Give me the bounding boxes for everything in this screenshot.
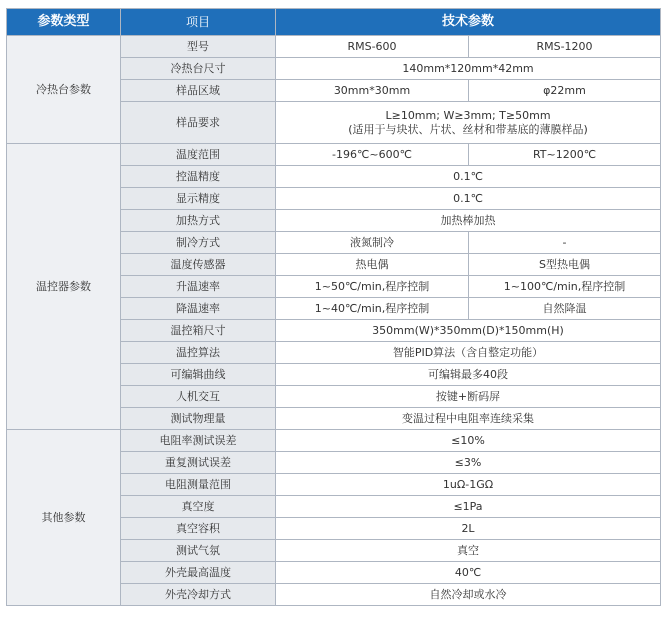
row-value: 40℃ <box>276 562 661 584</box>
row-value: 2L <box>276 518 661 540</box>
row-item: 样品区域 <box>121 80 276 102</box>
row-item: 外壳冷却方式 <box>121 584 276 606</box>
row-value: 自然降温 <box>469 298 661 320</box>
spec-table <box>6 8 661 606</box>
row-value: 1~40℃/min,程序控制 <box>276 298 469 320</box>
row-item: 电阻率测试误差 <box>121 430 276 452</box>
row-value: 0.1℃ <box>276 166 661 188</box>
row-item: 温控算法 <box>121 342 276 364</box>
row-value: 液氮制冷 <box>276 232 469 254</box>
table-row <box>7 144 661 166</box>
row-value: - <box>469 232 661 254</box>
header-tech-params: 技术参数 <box>276 9 661 36</box>
row-item: 温控箱尺寸 <box>121 320 276 342</box>
row-item: 制冷方式 <box>121 232 276 254</box>
row-item: 样品要求 <box>121 102 276 144</box>
row-value: -196℃~600℃ <box>276 144 469 166</box>
row-item: 真空容积 <box>121 518 276 540</box>
row-value: 1~50℃/min,程序控制 <box>276 276 469 298</box>
row-item: 温度范围 <box>121 144 276 166</box>
row-value: 可编辑最多40段 <box>276 364 661 386</box>
row-item: 测试气氛 <box>121 540 276 562</box>
row-item: 人机交互 <box>121 386 276 408</box>
row-value: 热电偶 <box>276 254 469 276</box>
row-item: 电阻测量范围 <box>121 474 276 496</box>
sample-req-line2: (适用于与块状、片状、丝材和带基底的薄膜样品) <box>348 122 588 136</box>
row-value: S型热电偶 <box>469 254 661 276</box>
row-value: RMS-1200 <box>469 36 661 58</box>
row-value: φ22mm <box>469 80 661 102</box>
row-item: 测试物理量 <box>121 408 276 430</box>
row-value: 140mm*120mm*42mm <box>276 58 661 80</box>
row-item: 升温速率 <box>121 276 276 298</box>
header-row <box>7 9 661 36</box>
row-item: 控温精度 <box>121 166 276 188</box>
table-row <box>7 430 661 452</box>
spec-table-container <box>6 8 660 606</box>
row-value <box>276 102 661 144</box>
row-value: RT~1200℃ <box>469 144 661 166</box>
row-item: 显示精度 <box>121 188 276 210</box>
row-value: 0.1℃ <box>276 188 661 210</box>
sample-req-line1: L≥10mm; W≥3mm; T≥50mm <box>385 108 551 122</box>
row-value: ≤10% <box>276 430 661 452</box>
row-value: 1uΩ-1GΩ <box>276 474 661 496</box>
header-param-type: 参数类型 <box>7 9 121 36</box>
row-item: 降温速率 <box>121 298 276 320</box>
section-name: 其他参数 <box>7 430 121 606</box>
row-value: 按键+断码屏 <box>276 386 661 408</box>
section-name: 温控器参数 <box>7 144 121 430</box>
row-value: 30mm*30mm <box>276 80 469 102</box>
row-value: 真空 <box>276 540 661 562</box>
row-value: ≤3% <box>276 452 661 474</box>
row-item: 真空度 <box>121 496 276 518</box>
section-name: 冷热台参数 <box>7 36 121 144</box>
row-item: 可编辑曲线 <box>121 364 276 386</box>
row-value: 自然冷却或水冷 <box>276 584 661 606</box>
row-value: 1~100℃/min,程序控制 <box>469 276 661 298</box>
row-item: 重复测试误差 <box>121 452 276 474</box>
row-value: ≤1Pa <box>276 496 661 518</box>
row-item: 加热方式 <box>121 210 276 232</box>
table-row <box>7 36 661 58</box>
row-value: 智能PID算法（含自整定功能） <box>276 342 661 364</box>
row-value: RMS-600 <box>276 36 469 58</box>
header-item: 项目 <box>121 9 276 36</box>
row-item: 外壳最高温度 <box>121 562 276 584</box>
row-value: 变温过程中电阻率连续采集 <box>276 408 661 430</box>
row-value: 350mm(W)*350mm(D)*150mm(H) <box>276 320 661 342</box>
row-item: 温度传感器 <box>121 254 276 276</box>
row-item: 冷热台尺寸 <box>121 58 276 80</box>
row-item: 型号 <box>121 36 276 58</box>
row-value: 加热棒加热 <box>276 210 661 232</box>
